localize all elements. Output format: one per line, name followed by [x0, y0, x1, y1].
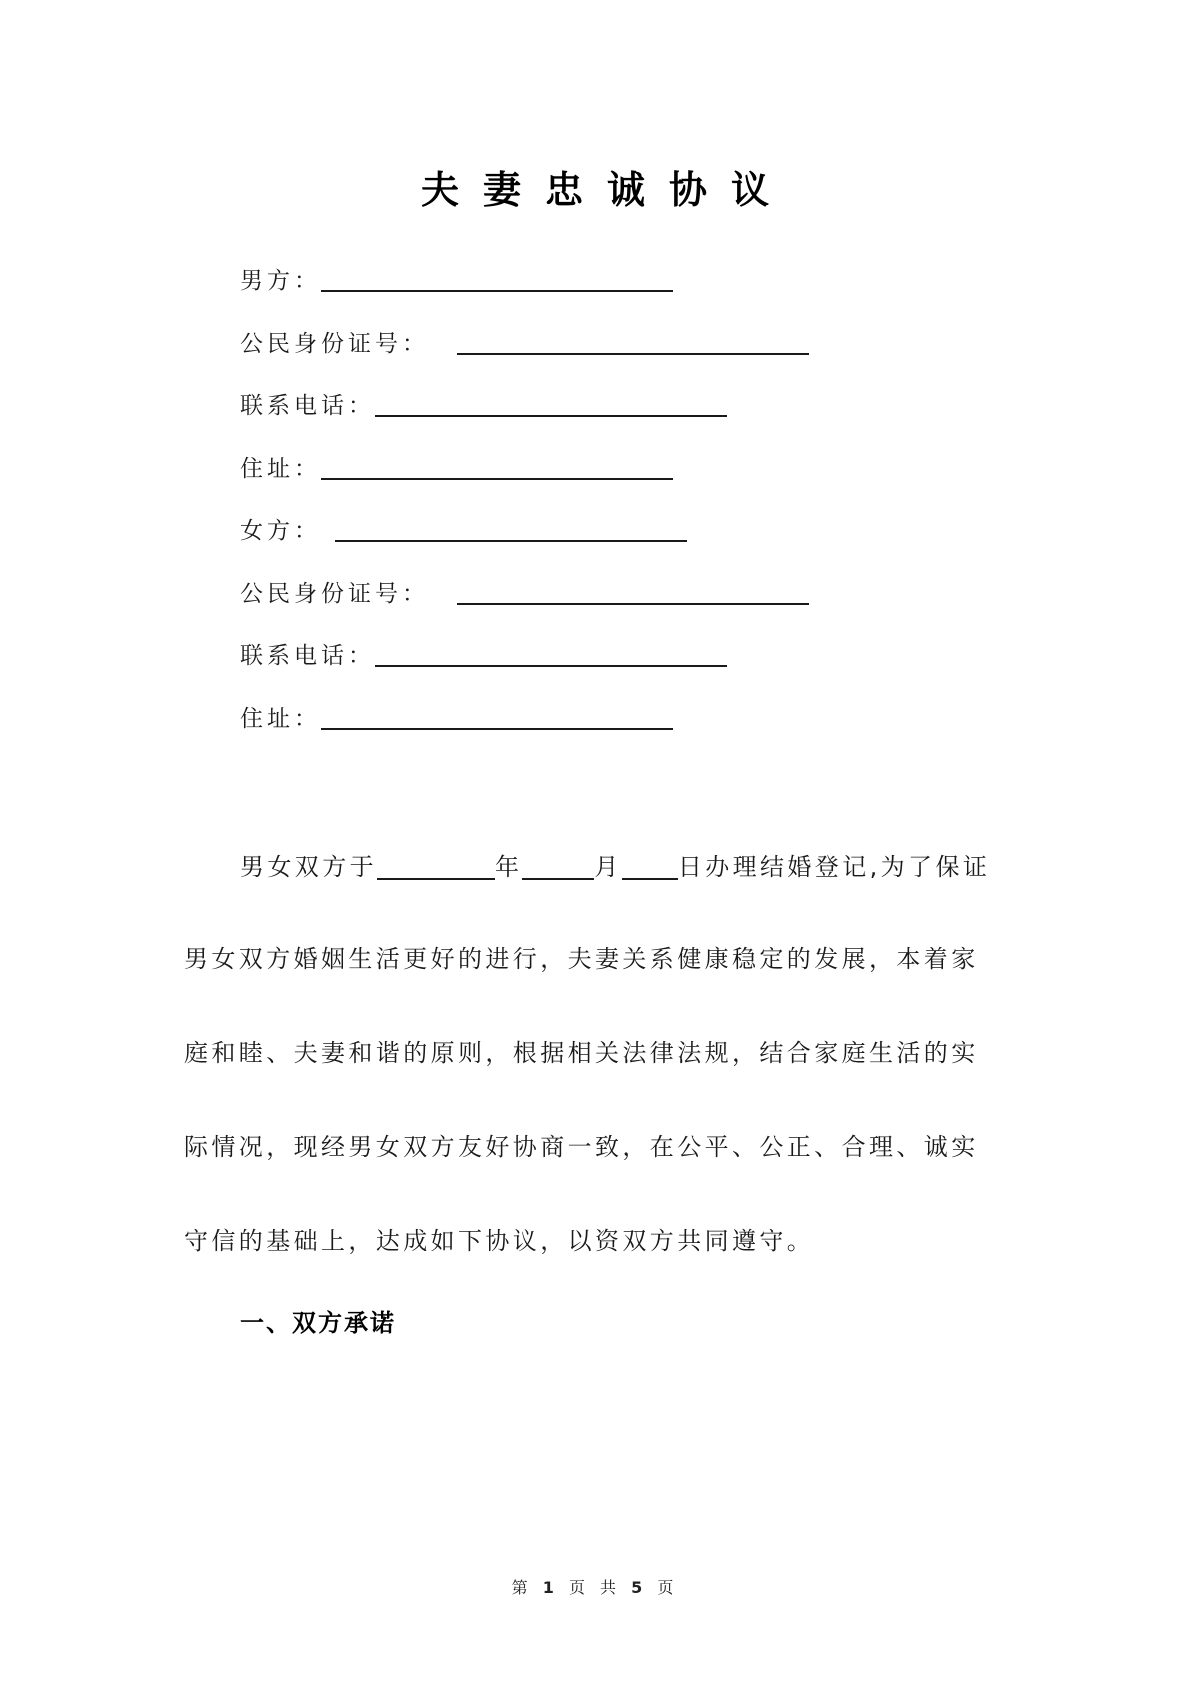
marriage-year-blank[interactable] [377, 852, 495, 880]
field-label: 住址： [240, 706, 321, 732]
document-title: 夫妻忠诚协议 [420, 167, 793, 212]
field-female-phone [240, 637, 727, 671]
total-pages-number: 5 [631, 1578, 648, 1597]
field-male-address [240, 450, 673, 484]
footer-suffix: 页 [657, 1578, 679, 1597]
field-label: 住址： [240, 456, 321, 482]
field-female-address [240, 700, 673, 734]
section-heading: 一、双方承诺 [240, 1308, 396, 1337]
field-female-id-number [240, 575, 809, 609]
field-label: 公民身份证号： [240, 331, 429, 357]
marriage-month-blank[interactable] [522, 852, 594, 880]
male-name-blank[interactable] [321, 264, 673, 292]
marriage-day-blank[interactable] [622, 852, 678, 880]
field-label: 联系电话： [240, 643, 375, 669]
field-label: 女方： [240, 518, 321, 544]
field-male-name [240, 262, 673, 296]
field-label: 联系电话： [240, 393, 375, 419]
field-male-id-number [240, 325, 809, 359]
intro-paragraph-line-2: 男女双方婚姻生活更好的进行，夫妻关系健康稳定的发展，本着家 [184, 945, 979, 973]
intro-paragraph-line-4: 际情况，现经男女双方友好协商一致，在公平、公正、合理、诚实 [184, 1133, 979, 1161]
female-address-blank[interactable] [321, 702, 673, 730]
current-page-number: 1 [542, 1578, 559, 1597]
footer-middle: 页 共 [568, 1578, 622, 1597]
female-id-number-blank[interactable] [457, 577, 809, 605]
intro-prefix: 男女双方于 [240, 853, 377, 881]
month-label: 月 [594, 853, 622, 881]
year-label: 年 [495, 853, 523, 881]
field-female-name [240, 512, 687, 546]
male-id-number-blank[interactable] [457, 327, 809, 355]
intro-paragraph-line-3: 庭和睦、夫妻和谐的原则，根据相关法律法规，结合家庭生活的实 [184, 1039, 979, 1067]
intro-paragraph-line-5: 守信的基础上，达成如下协议，以资双方共同遵守。 [184, 1227, 815, 1255]
field-label: 公民身份证号： [240, 581, 429, 607]
field-label: 男方： [240, 268, 321, 294]
male-phone-blank[interactable] [375, 389, 727, 417]
intro-suffix: 日办理结婚登记,为了保证 [677, 853, 991, 881]
field-male-phone [240, 387, 727, 421]
male-address-blank[interactable] [321, 452, 673, 480]
intro-paragraph-line-1 [240, 850, 1018, 884]
female-name-blank[interactable] [335, 514, 687, 542]
page-footer [0, 1575, 1190, 1598]
footer-prefix: 第 [511, 1578, 533, 1597]
female-phone-blank[interactable] [375, 639, 727, 667]
